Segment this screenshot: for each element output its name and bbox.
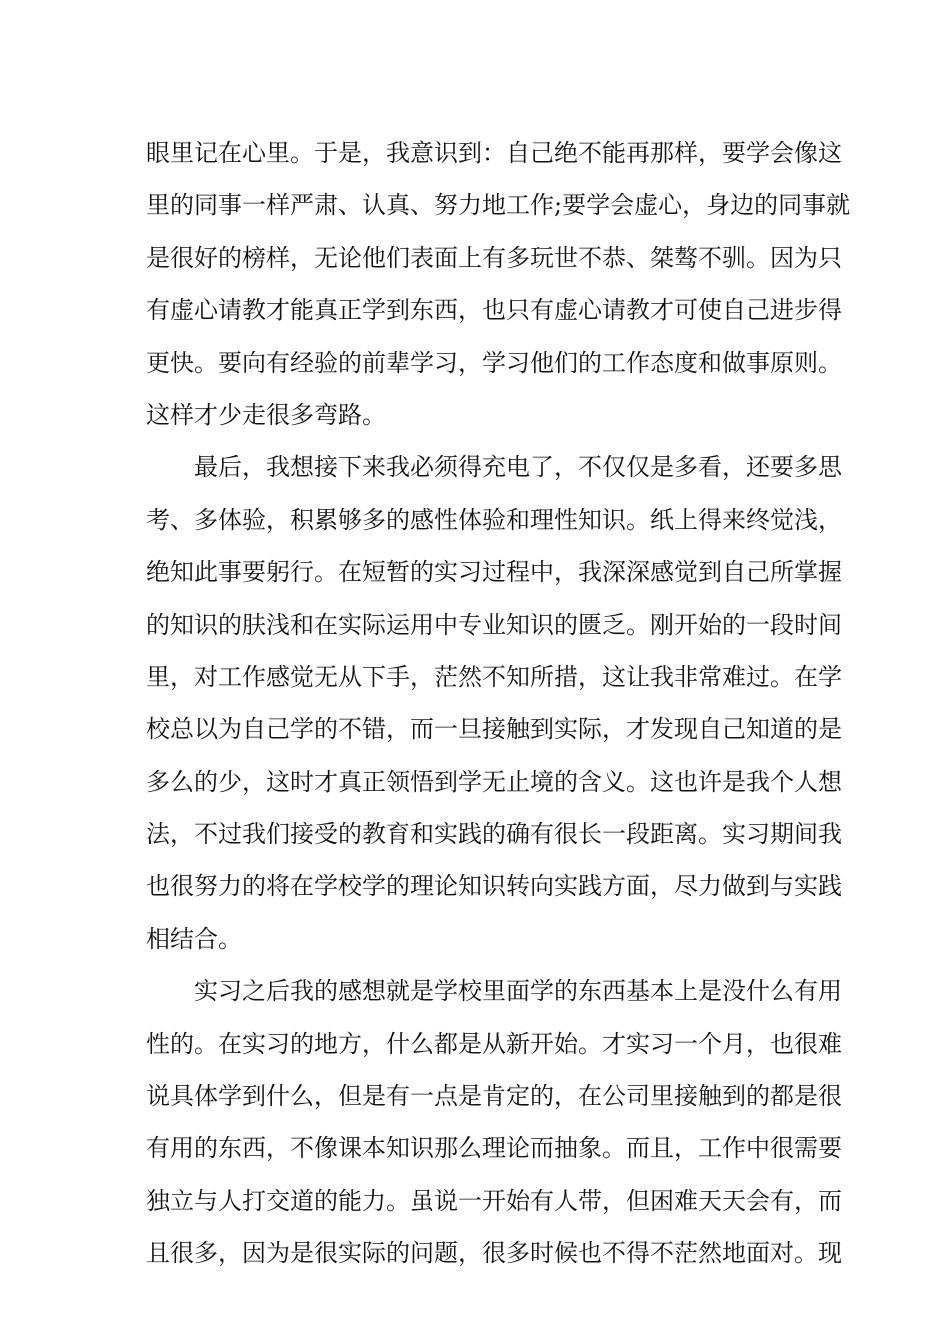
text-line: 多么的少，这时才真正领悟到学无止境的含义。这也许是我个人想 <box>146 767 842 796</box>
text-line: 眼里记在心里。于是，我意识到：自己绝不能再那样，要学会像这 <box>146 139 842 167</box>
text-line: 性的。在实习的地方，什么都是从新开始。才实习一个月，也很难 <box>146 1029 842 1058</box>
text-line: 法，不过我们接受的教育和实践的确有很长一段距离。实习期间我 <box>146 820 842 849</box>
text-line: 且很多，因为是很实际的问题，很多时候也不得不茫然地面对。现 <box>146 1239 842 1268</box>
text-line: 绝知此事要躬行。在短暂的实习过程中，我深深感觉到自己所掌握 <box>146 558 842 587</box>
text-line: 里的同事一样严肃、认真、努力地工作;要学会虚心，身边的同事就 <box>146 191 851 220</box>
text-line: 说具体学到什么，但是有一点是肯定的，在公司里接触到的都是很 <box>146 1082 842 1111</box>
text-line: 的知识的肤浅和在实际运用中专业知识的匮乏。刚开始的一段时间 <box>146 610 842 639</box>
text-line: 这样才少走很多弯路。 <box>146 400 386 429</box>
paragraph-3 <box>146 965 842 1279</box>
text-line: 相结合。 <box>146 924 242 953</box>
text-line: 里，对工作感觉无从下手，茫然不知所措，这让我非常难过。在学 <box>146 662 842 691</box>
text-line: 实习之后我的感想就是学校里面学的东西基本上是没什么有用 <box>194 977 842 1006</box>
text-line: 是很好的榜样，无论他们表面上有多玩世不恭、桀骜不驯。因为只 <box>146 243 842 272</box>
document-body <box>146 127 851 1280</box>
text-line: 考、多体验，积累够多的感性体验和理性知识。纸上得来终觉浅， <box>146 505 842 534</box>
text-line: 有虚心请教才能真正学到东西，也只有虚心请教才可使自己进步得 <box>146 296 842 325</box>
text-line: 更快。要向有经验的前辈学习，学习他们的工作态度和做事原则。 <box>146 348 842 377</box>
paragraph-1 <box>146 127 851 441</box>
text-line: 最后，我想接下来我必须得充电了，不仅仅是多看，还要多思 <box>194 453 842 482</box>
paragraph-2 <box>146 441 842 965</box>
text-line: 校总以为自己学的不错，而一旦接触到实际，才发现自己知道的是 <box>146 715 842 744</box>
text-line: 也很努力的将在学校学的理论知识转向实践方面，尽力做到与实践 <box>146 872 842 901</box>
text-line: 有用的东西，不像课本知识那么理论而抽象。而且，工作中很需要 <box>146 1134 842 1163</box>
text-line: 独立与人打交道的能力。虽说一开始有人带，但困难天天会有，而 <box>146 1186 842 1215</box>
